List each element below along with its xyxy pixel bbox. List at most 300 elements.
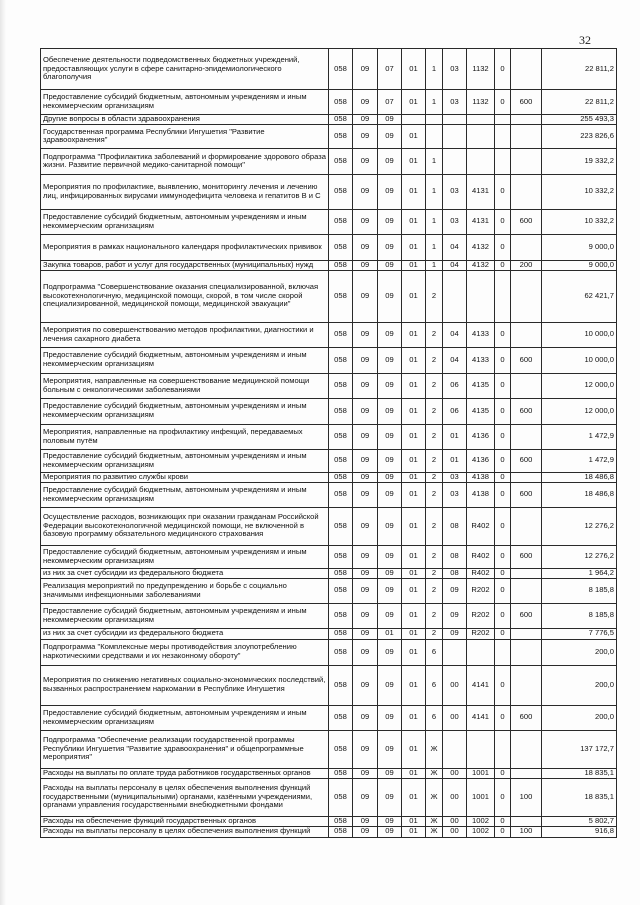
amount-cell: 137 172,7 — [542, 730, 617, 768]
event-code — [443, 730, 467, 768]
row-name-cell — [41, 449, 329, 472]
section-code: 09 — [353, 234, 378, 260]
subsection-code: 09 — [378, 174, 402, 209]
program-code: 01 — [402, 124, 426, 148]
direction-code: 1001 — [467, 768, 495, 778]
grbs-code: 058 — [329, 322, 353, 347]
subsection-code: 07 — [378, 49, 402, 90]
grbs-code: 058 — [329, 603, 353, 628]
subsection-code: 09 — [378, 705, 402, 730]
row-name: Предоставление субсидий бюджетным, автономным учреждениям и иным некоммерческим организациям — [43, 212, 307, 230]
page-number: 32 — [579, 33, 591, 47]
grbs-code: 058 — [329, 545, 353, 568]
subsection-code: 09 — [378, 778, 402, 816]
direction-code: 1132 — [467, 49, 495, 90]
table-row — [41, 472, 617, 482]
subprogram-code — [426, 124, 443, 148]
event-code: 03 — [443, 482, 467, 507]
row-name-cell — [41, 507, 329, 545]
amount-cell: 22 811,2 — [542, 49, 617, 90]
subsection-code: 09 — [378, 639, 402, 665]
program-code: 01 — [402, 424, 426, 449]
expense-type-code: 200 — [511, 260, 542, 270]
expense-type-code: 600 — [511, 209, 542, 234]
scan-edge — [0, 0, 6, 905]
direction-code: R202 — [467, 628, 495, 639]
subsection-code: 09 — [378, 507, 402, 545]
grbs-code: 058 — [329, 628, 353, 639]
expense-type-code: 100 — [511, 826, 542, 837]
ext-code: 0 — [495, 482, 511, 507]
table-row — [41, 730, 617, 768]
program-code: 01 — [402, 826, 426, 837]
expense-type-code: 600 — [511, 347, 542, 373]
row-name: Мероприятия по снижению негативных социально-экономических последствий, вызванных распространением наркомании в Республике Ингушетия — [43, 675, 326, 694]
row-name: Мероприятия по развитию службы крови — [43, 472, 189, 481]
direction-code: R202 — [467, 578, 495, 603]
ext-code: 0 — [495, 449, 511, 472]
expense-type-code: 100 — [511, 778, 542, 816]
row-name-cell — [41, 482, 329, 507]
row-name: Закупка товаров, работ и услуг для государственных (муниципальных) нужд — [43, 260, 314, 269]
ext-code: 0 — [495, 603, 511, 628]
row-name-cell — [41, 115, 329, 125]
table-row — [41, 398, 617, 424]
grbs-code: 058 — [329, 730, 353, 768]
row-name-cell — [41, 778, 329, 816]
event-code: 08 — [443, 568, 467, 578]
section-code: 09 — [353, 398, 378, 424]
subprogram-code: 2 — [426, 545, 443, 568]
amount-cell: 18 835,1 — [542, 768, 617, 778]
direction-code — [467, 730, 495, 768]
amount-cell: 12 276,2 — [542, 507, 617, 545]
program-code: 01 — [402, 322, 426, 347]
table-row — [41, 545, 617, 568]
expense-type-code — [511, 730, 542, 768]
table-row — [41, 174, 617, 209]
section-code: 09 — [353, 628, 378, 639]
amount-cell: 5 802,7 — [542, 816, 617, 826]
event-code — [443, 148, 467, 174]
subsection-code: 09 — [378, 826, 402, 837]
amount-cell: 916,8 — [542, 826, 617, 837]
subsection-code: 09 — [378, 578, 402, 603]
section-code: 09 — [353, 778, 378, 816]
event-code — [443, 639, 467, 665]
program-code: 01 — [402, 705, 426, 730]
row-name: Предоставление субсидий бюджетным, автономным учреждениям и иным некоммерческим организациям — [43, 605, 307, 624]
subprogram-code: 2 — [426, 398, 443, 424]
amount-cell: 12 000,0 — [542, 398, 617, 424]
direction-code: 4132 — [467, 260, 495, 270]
grbs-code: 058 — [329, 568, 353, 578]
subprogram-code: 6 — [426, 665, 443, 705]
amount-cell: 1 964,2 — [542, 568, 617, 578]
row-name-cell — [41, 545, 329, 568]
subsection-code: 09 — [378, 260, 402, 270]
table-row — [41, 148, 617, 174]
section-code: 09 — [353, 826, 378, 837]
direction-code: R402 — [467, 507, 495, 545]
subsection-code: 09 — [378, 209, 402, 234]
amount-cell: 19 332,2 — [542, 148, 617, 174]
amount-cell: 10 000,0 — [542, 322, 617, 347]
event-code: 08 — [443, 507, 467, 545]
row-name-cell — [41, 816, 329, 826]
event-code: 09 — [443, 628, 467, 639]
program-code: 01 — [402, 449, 426, 472]
event-code — [443, 270, 467, 322]
subprogram-code: 6 — [426, 705, 443, 730]
section-code: 09 — [353, 174, 378, 209]
ext-code: 0 — [495, 347, 511, 373]
section-code: 09 — [353, 482, 378, 507]
event-code: 00 — [443, 778, 467, 816]
row-name: Подпрограмма "Комплексные меры противодействия злоупотреблению наркотическими средствами и их незаконному обороту" — [43, 642, 297, 661]
event-code: 03 — [443, 49, 467, 90]
program-code: 01 — [402, 768, 426, 778]
grbs-code: 058 — [329, 124, 353, 148]
section-code: 09 — [353, 373, 378, 398]
event-code: 00 — [443, 665, 467, 705]
grbs-code: 058 — [329, 705, 353, 730]
direction-code: 1001 — [467, 778, 495, 816]
subsection-code: 09 — [378, 424, 402, 449]
expense-type-code: 600 — [511, 482, 542, 507]
table-row — [41, 816, 617, 826]
event-code: 00 — [443, 705, 467, 730]
row-name: Государственная программа Республики Ингушетия "Развитие здравоохранения" — [43, 126, 265, 145]
event-code: 09 — [443, 578, 467, 603]
event-code: 08 — [443, 545, 467, 568]
row-name-cell — [41, 124, 329, 148]
table-row — [41, 115, 617, 125]
event-code: 09 — [443, 603, 467, 628]
table-row — [41, 568, 617, 578]
row-name: Другие вопросы в области здравоохранения — [43, 114, 200, 123]
subsection-code: 09 — [378, 234, 402, 260]
event-code — [443, 115, 467, 125]
program-code: 01 — [402, 398, 426, 424]
subprogram-code: 1 — [426, 174, 443, 209]
row-name-cell — [41, 603, 329, 628]
expense-type-code: 600 — [511, 603, 542, 628]
program-code — [402, 115, 426, 125]
subsection-code: 09 — [378, 665, 402, 705]
table-row — [41, 260, 617, 270]
ext-code: 0 — [495, 778, 511, 816]
row-name-cell — [41, 665, 329, 705]
amount-cell: 223 826,6 — [542, 124, 617, 148]
event-code: 00 — [443, 768, 467, 778]
expense-type-code — [511, 578, 542, 603]
ext-code — [495, 639, 511, 665]
ext-code: 0 — [495, 628, 511, 639]
direction-code: 1002 — [467, 816, 495, 826]
row-name-cell — [41, 270, 329, 322]
section-code: 09 — [353, 115, 378, 125]
subsection-code: 09 — [378, 373, 402, 398]
row-name-cell — [41, 472, 329, 482]
section-code: 09 — [353, 322, 378, 347]
row-name: Мероприятия в рамках национального календаря профилактических прививок — [43, 241, 322, 251]
row-name: Расходы на выплаты персоналу в целях обеспечения выполнения функций государственными (муниципальными) органами, казёнными учреждениями, органами управления государственными внебюджетными фондами — [43, 782, 313, 810]
amount-cell: 8 185,8 — [542, 578, 617, 603]
grbs-code: 058 — [329, 482, 353, 507]
table-row — [41, 578, 617, 603]
subprogram-code: 1 — [426, 209, 443, 234]
row-name: из них за счет субсидии из федерального бюджета — [43, 628, 224, 638]
row-name: из них за счет субсидии из федерального бюджета — [43, 568, 224, 577]
expense-type-code — [511, 568, 542, 578]
section-code: 09 — [353, 705, 378, 730]
amount-cell: 10 332,2 — [542, 174, 617, 209]
program-code: 01 — [402, 209, 426, 234]
ext-code: 0 — [495, 322, 511, 347]
section-code: 09 — [353, 545, 378, 568]
ext-code: 0 — [495, 826, 511, 837]
row-name-cell — [41, 578, 329, 603]
subsection-code: 09 — [378, 816, 402, 826]
row-name-cell — [41, 90, 329, 115]
subprogram-code: 2 — [426, 568, 443, 578]
direction-code: 4133 — [467, 347, 495, 373]
amount-cell: 1 472,9 — [542, 449, 617, 472]
program-code: 01 — [402, 90, 426, 115]
subprogram-code: Ж — [426, 778, 443, 816]
expense-type-code — [511, 322, 542, 347]
amount-cell: 22 811,2 — [542, 90, 617, 115]
ext-code: 0 — [495, 174, 511, 209]
amount-cell: 18 486,8 — [542, 482, 617, 507]
section-code: 09 — [353, 260, 378, 270]
subprogram-code: 2 — [426, 270, 443, 322]
section-code: 09 — [353, 568, 378, 578]
table-row — [41, 639, 617, 665]
direction-code: 4135 — [467, 373, 495, 398]
subprogram-code: Ж — [426, 768, 443, 778]
ext-code: 0 — [495, 260, 511, 270]
row-name: Расходы на обеспечение функций государственных органов — [43, 816, 257, 825]
amount-cell: 12 276,2 — [542, 545, 617, 568]
expense-type-code — [511, 768, 542, 778]
subsection-code: 09 — [378, 730, 402, 768]
row-name: Мероприятия, направленные на профилактику инфекций, передаваемых половым путём — [43, 426, 303, 445]
ext-code: 0 — [495, 705, 511, 730]
section-code: 09 — [353, 730, 378, 768]
row-name: Расходы на выплаты персоналу в целях обеспечения выполнения функций — [43, 826, 311, 836]
table-row — [41, 449, 617, 472]
grbs-code: 058 — [329, 665, 353, 705]
grbs-code: 058 — [329, 270, 353, 322]
amount-cell: 200,0 — [542, 705, 617, 730]
event-code: 04 — [443, 260, 467, 270]
grbs-code: 058 — [329, 398, 353, 424]
program-code: 01 — [402, 174, 426, 209]
program-code: 01 — [402, 270, 426, 322]
subsection-code: 09 — [378, 124, 402, 148]
row-name: Обеспечение деятельности подведомственных бюджетных учреждений, предоставляющих услуги в сфере санитарно-эпидемиологического благополучия — [43, 54, 300, 82]
expense-type-code: 600 — [511, 545, 542, 568]
subprogram-code: 1 — [426, 49, 443, 90]
expense-type-code — [511, 628, 542, 639]
subprogram-code: 1 — [426, 260, 443, 270]
row-name: Предоставление субсидий бюджетным, автономным учреждениям и иным некоммерческим организациям — [43, 707, 307, 726]
row-name: Подпрограмма "Совершенствование оказания специализированной, включая высокотехнологичную, медицинской помощи, скорой, в том числе скорой специализированной, медицинской помощи, медицинской эвакуации" — [43, 281, 319, 309]
ext-code: 0 — [495, 507, 511, 545]
expense-type-code — [511, 115, 542, 125]
expense-type-code — [511, 665, 542, 705]
direction-code: 1002 — [467, 826, 495, 837]
event-code: 06 — [443, 373, 467, 398]
grbs-code: 058 — [329, 472, 353, 482]
amount-cell: 255 493,3 — [542, 115, 617, 125]
section-code: 09 — [353, 90, 378, 115]
row-name: Подпрограмма "Профилактика заболеваний и формирование здорового образа жизни. Развитие первичной медико-санитарной помощи" — [43, 151, 326, 170]
section-code: 09 — [353, 270, 378, 322]
table-row — [41, 705, 617, 730]
row-name-cell — [41, 705, 329, 730]
row-name-cell — [41, 628, 329, 639]
grbs-code: 058 — [329, 260, 353, 270]
direction-code: 4131 — [467, 209, 495, 234]
subsection-code: 09 — [378, 148, 402, 174]
amount-cell: 10 332,2 — [542, 209, 617, 234]
ext-code: 0 — [495, 816, 511, 826]
row-name-cell — [41, 730, 329, 768]
direction-code: R202 — [467, 603, 495, 628]
subsection-code: 09 — [378, 115, 402, 125]
section-code: 09 — [353, 347, 378, 373]
ext-code: 0 — [495, 398, 511, 424]
event-code: 04 — [443, 322, 467, 347]
expense-type-code — [511, 234, 542, 260]
grbs-code: 058 — [329, 778, 353, 816]
direction-code — [467, 115, 495, 125]
subprogram-code: 1 — [426, 148, 443, 174]
subsection-code: 09 — [378, 449, 402, 472]
subprogram-code: 2 — [426, 322, 443, 347]
table-row — [41, 482, 617, 507]
amount-cell: 1 472,9 — [542, 424, 617, 449]
row-name: Предоставление субсидий бюджетным, автономным учреждениям и иным некоммерческим организациям — [43, 350, 307, 369]
budget-table — [40, 48, 617, 838]
row-name-cell — [41, 826, 329, 837]
direction-code: 4141 — [467, 665, 495, 705]
expense-type-code: 600 — [511, 705, 542, 730]
amount-cell: 9 000,0 — [542, 260, 617, 270]
subsection-code: 09 — [378, 270, 402, 322]
subsection-code: 09 — [378, 568, 402, 578]
ext-code: 0 — [495, 665, 511, 705]
expense-type-code: 600 — [511, 398, 542, 424]
subprogram-code: Ж — [426, 730, 443, 768]
grbs-code: 058 — [329, 49, 353, 90]
table-row — [41, 270, 617, 322]
subprogram-code: Ж — [426, 816, 443, 826]
amount-cell: 7 776,5 — [542, 628, 617, 639]
grbs-code: 058 — [329, 148, 353, 174]
program-code: 01 — [402, 639, 426, 665]
direction-code — [467, 270, 495, 322]
expense-type-code: 600 — [511, 449, 542, 472]
program-code: 01 — [402, 665, 426, 705]
table-row — [41, 826, 617, 837]
direction-code: 4135 — [467, 398, 495, 424]
event-code: 04 — [443, 234, 467, 260]
table-row — [41, 322, 617, 347]
event-code: 01 — [443, 449, 467, 472]
direction-code: 1132 — [467, 90, 495, 115]
program-code: 01 — [402, 347, 426, 373]
table-row — [41, 49, 617, 90]
direction-code — [467, 639, 495, 665]
amount-cell: 9 000,0 — [542, 234, 617, 260]
ext-code: 0 — [495, 424, 511, 449]
section-code: 09 — [353, 49, 378, 90]
table-row — [41, 90, 617, 115]
event-code: 01 — [443, 424, 467, 449]
expense-type-code — [511, 639, 542, 665]
amount-cell: 18 486,8 — [542, 472, 617, 482]
row-name: Реализация мероприятий по предупреждению и борьбе с социально значимыми инфекционными заболеваниями — [43, 580, 287, 599]
table-row — [41, 124, 617, 148]
section-code: 09 — [353, 148, 378, 174]
program-code: 01 — [402, 507, 426, 545]
event-code: 03 — [443, 174, 467, 209]
grbs-code: 058 — [329, 347, 353, 373]
expense-type-code: 600 — [511, 90, 542, 115]
section-code: 09 — [353, 768, 378, 778]
grbs-code: 058 — [329, 639, 353, 665]
section-code: 09 — [353, 449, 378, 472]
event-code: 03 — [443, 90, 467, 115]
event-code: 06 — [443, 398, 467, 424]
ext-code — [495, 730, 511, 768]
row-name: Предоставление субсидий бюджетным, автономным учреждениям и иным некоммерческим организациям — [43, 92, 307, 110]
row-name-cell — [41, 209, 329, 234]
program-code: 01 — [402, 778, 426, 816]
subprogram-code: 1 — [426, 90, 443, 115]
event-code: 03 — [443, 472, 467, 482]
ext-code: 0 — [495, 472, 511, 482]
direction-code: R402 — [467, 568, 495, 578]
subsection-code: 07 — [378, 90, 402, 115]
row-name: Мероприятия, направленные на совершенствование медицинской помощи больным с онкологическими заболеваниями — [43, 375, 310, 394]
subprogram-code: 2 — [426, 347, 443, 373]
subsection-code: 09 — [378, 347, 402, 373]
section-code: 09 — [353, 124, 378, 148]
amount-cell: 200,0 — [542, 665, 617, 705]
subsection-code: 09 — [378, 603, 402, 628]
direction-code: 4138 — [467, 472, 495, 482]
grbs-code: 058 — [329, 90, 353, 115]
subsection-code: 09 — [378, 472, 402, 482]
row-name: Подпрограмма "Обеспечение реализации государственной программы Республики Ингушетия "Развитие здравоохранения" и общепрограммные мероприятия" — [43, 734, 304, 762]
row-name: Предоставление субсидий бюджетным, автономным учреждениям и иным некоммерческим организациям — [43, 450, 307, 469]
subprogram-code — [426, 115, 443, 125]
ext-code: 0 — [495, 209, 511, 234]
table-row — [41, 373, 617, 398]
program-code: 01 — [402, 578, 426, 603]
table-row — [41, 234, 617, 260]
event-code: 04 — [443, 347, 467, 373]
subprogram-code: 2 — [426, 482, 443, 507]
section-code: 09 — [353, 578, 378, 603]
subprogram-code: 1 — [426, 234, 443, 260]
grbs-code: 058 — [329, 373, 353, 398]
